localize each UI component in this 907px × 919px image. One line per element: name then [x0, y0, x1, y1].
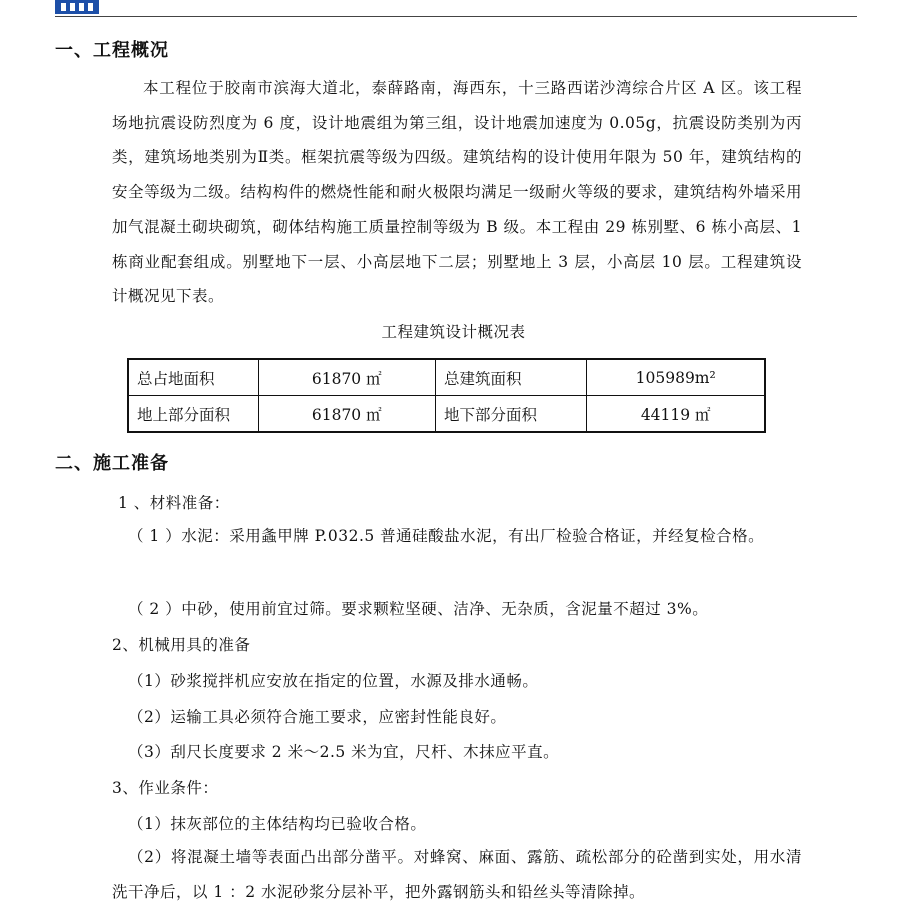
section-title-overview: 一、工程概况	[55, 40, 169, 61]
item-wall-surface: （2）将混凝土墙等表面凸出部分凿平。对蜂窝、麻面、露筋、疏松部分的砼凿到实处，用水清洗干净后，以 1 ：2 水泥砂浆分层补平，把外露钢筋头和铅丝头等清除掉。	[112, 848, 802, 901]
subheading-materials: 1 、材料准备：	[118, 494, 230, 512]
item-mixer: （1）砂浆搅拌机应安放在指定的位置，水源及排水通畅。	[128, 672, 539, 690]
table-cell: 61870 ㎡	[258, 359, 435, 396]
item-cement: （ 1 ）水泥：采用螽甲牌 P.032.5 普通硅酸盐水泥，有出厂检验合格证，并经复检合格。	[128, 527, 765, 545]
subheading-conditions: 3、作业条件：	[112, 779, 219, 797]
item-scraper: （3）刮尺长度要求 2 米～2.5 米为宜，尺杆、木抹应平直。	[128, 743, 560, 761]
table-caption: 工程建筑设计概况表	[381, 323, 526, 341]
design-overview-table	[127, 358, 766, 433]
table-row	[128, 359, 765, 396]
item-sand: （ 2 ）中砂，使用前宜过筛。要求颗粒坚硬、洁净、无杂质，含泥量不超过 3%。	[128, 600, 709, 618]
section-title-preparation: 二、施工准备	[55, 453, 169, 474]
header-rule	[55, 16, 857, 17]
table-cell: 105989m²	[587, 359, 765, 396]
table-row	[128, 396, 765, 433]
table-cell: 61870 ㎡	[258, 396, 435, 433]
table-cell: 地下部分面积	[435, 396, 586, 433]
table-cell: 地上部分面积	[128, 396, 258, 433]
table-cell: 总占地面积	[128, 359, 258, 396]
subheading-machinery: 2、机械用具的准备	[112, 636, 251, 654]
table-cell: 总建筑面积	[435, 359, 586, 396]
item-structure-accepted: （1）抹灰部位的主体结构均已验收合格。	[128, 815, 427, 833]
item-transport: （2）运输工具必须符合施工要求，应密封性能良好。	[128, 708, 507, 726]
table-cell: 44119 ㎡	[587, 396, 765, 433]
company-logo	[55, 0, 99, 14]
overview-paragraph: 本工程位于胶南市滨海大道北，泰薛路南，海西东，十三路西诺沙湾综合片区 A 区。该工程场地抗震设防烈度为 6 度，设计地震组为第三组，设计地震加速度为 0.05g，抗震设防类别为丙类，建筑场地类别为Ⅱ类。框架抗震等级为四级。建筑结构的设计使用年限为 50 年，建筑结构的安全等级为二级。结构构件的燃烧性能和耐火极限均满足一级耐火等级的要求，建筑结构外墙采用加气混凝土砌块砌筑，砌体结构施工质量控制等级为 B 级。本工程由 29 栋别墅、6 栋小高层、1 栋商业配套组成。别墅地下一层、小高层地下二层；别墅地上 3 层，小高层 10 层。工程建筑设计概况见下表。	[112, 79, 802, 306]
